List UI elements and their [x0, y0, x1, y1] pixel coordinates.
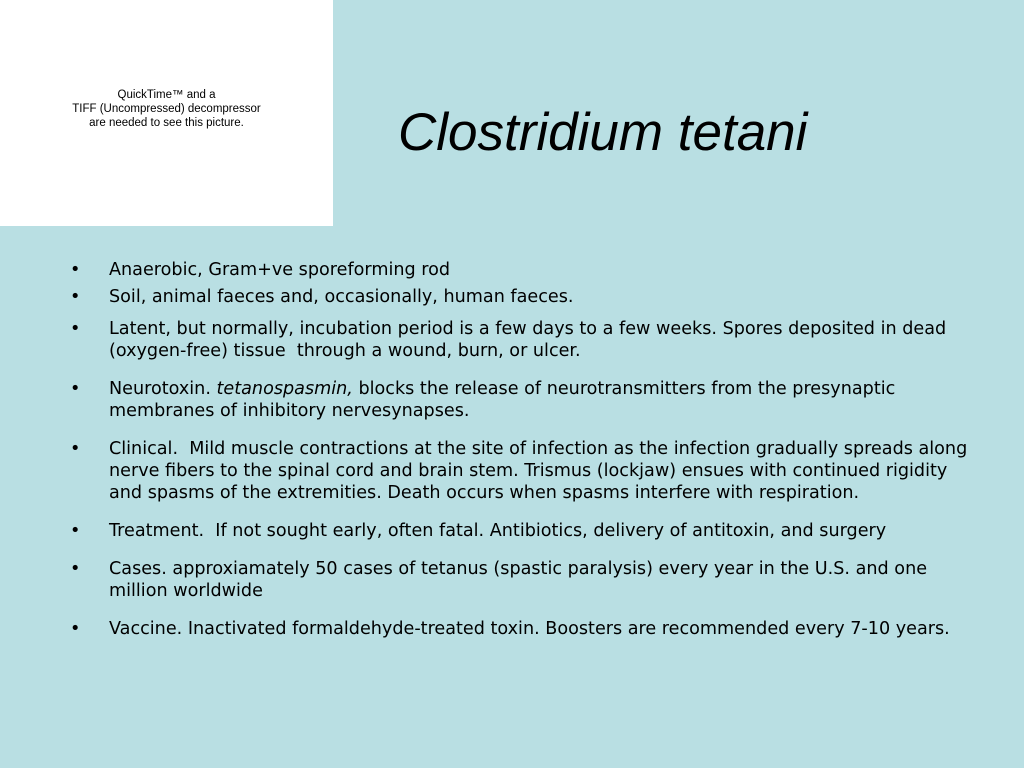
bullet-text [109, 619, 950, 639]
bullet-list [70, 259, 970, 640]
bullet-text-prefix: Clinical. Mild muscle contractions at the site of infection as the infection gradually spreads along nerve fibers to the spinal cord and brain stem. Trismus (lockjaw) ensues with continued rigidity and spasms of the extremities. Death occurs when spasms interfere with respiration. [109, 439, 968, 503]
bullet-point-icon: • [70, 379, 81, 399]
quicktime-message-line: are needed to see this picture. [89, 117, 244, 129]
bullet-text-prefix: Cases. approxiamately 50 cases of tetanus (spastic paralysis) every year in the U.S. and one million worldwide [109, 559, 928, 601]
bullet-point-icon: • [70, 559, 81, 579]
bullet-text-prefix: Anaerobic, Gram+ve sporeforming rod [109, 260, 451, 280]
bullet-item [70, 618, 970, 640]
bullet-text [109, 559, 927, 601]
quicktime-message-line: QuickTime™ and a [117, 89, 216, 101]
bullet-text [109, 439, 967, 503]
bullet-text [109, 260, 450, 280]
bullet-text-prefix: Vaccine. Inactivated formaldehyde-treated toxin. Boosters are recommended every 7-10 years. [109, 619, 950, 639]
bullet-point-icon: • [70, 439, 81, 459]
bullet-point-icon: • [70, 260, 81, 280]
bullet-item [70, 259, 970, 281]
quicktime-message-line: TIFF (Uncompressed) decompressor [72, 103, 261, 115]
bullet-text [109, 287, 574, 307]
bullet-text [109, 319, 946, 361]
bullet-text-suffix: blocks the release of neurotransmitters from the presynaptic membranes of inhibitory nervesynapses. [109, 379, 896, 421]
bullet-text-prefix: Soil, animal faeces and, occasionally, human faeces. [109, 287, 574, 307]
bullet-point-icon: • [70, 287, 81, 307]
bullet-text-prefix: Treatment. If not sought early, often fatal. Antibiotics, delivery of antitoxin, and surgery [109, 521, 887, 541]
bullet-item [70, 318, 970, 362]
bullet-point-icon: • [70, 521, 81, 541]
bullet-item [70, 286, 970, 308]
bullet-text [109, 379, 895, 421]
bullet-item [70, 378, 970, 422]
bullet-item [70, 558, 970, 602]
bullet-point-icon: • [70, 319, 81, 339]
bullet-text-prefix: Latent, but normally, incubation period is a few days to a few weeks. Spores deposited in dead (oxygen-free) tissue through a wound, burn, or ulcer. [109, 319, 947, 361]
bullet-item [70, 438, 970, 504]
bullet-point-icon: • [70, 619, 81, 639]
image-placeholder [0, 0, 333, 226]
bullet-item [70, 520, 970, 542]
bullet-text [109, 521, 886, 541]
bullet-text-emphasis: tetanospasmin, [216, 379, 353, 399]
bullet-text-prefix: Neurotoxin. [109, 379, 217, 399]
quicktime-missing-message [0, 88, 333, 130]
slide-title: Clostridium tetani [398, 103, 808, 162]
